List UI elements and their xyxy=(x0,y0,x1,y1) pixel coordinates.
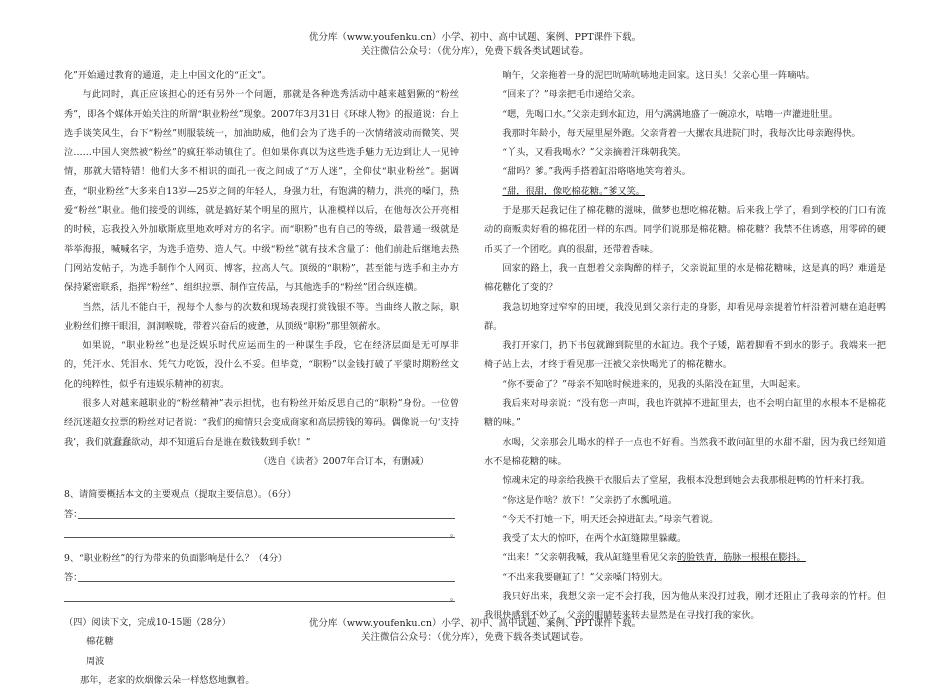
right-paragraph-6: “甜吗？爹。”我两手搭着缸沿咯咯地笑弯着头。 xyxy=(502,166,691,178)
left-paragraph-3: 当然，活儿不能白干，视每个人参与的次数和现场表现打赏钱银不等。当曲终人散之际，职业粉丝们擦干眼泪，洞洞喉咙，带着兴奋后的疲惫，从顶级“职粉”那里领薪水。 xyxy=(64,301,459,332)
question-8: 8、请简要概括本文的主要观点（提取主要信息）。（6分） xyxy=(64,489,297,501)
right-paragraph-12: “你不要命了？”母亲不知啥时候进来的，见我的头陷没在缸里，大叫起来。 xyxy=(502,378,806,390)
answer-line-q9-1[interactable] xyxy=(64,568,459,587)
left-column xyxy=(64,66,459,690)
left-paragraph-2: 与此同时，真正应该担心的还有另外一个问题，那就是各种选秀活动中越来越猖獗的“粉丝秀”，即各个媒体开始关注的所谓“职业粉丝”现象。2007年3月31日《环球人物》的报道说：台上选手谈笑风生，台下“粉丝”则服装统一，加油助威，他们会为了选手的一次情绪波动而微笑、哭泣……中国人突然被“粉丝”的疯狂举动镇住了。但如果你真以为这些选手魅力无边到让人一见钟情，那就大错特错！他们大多不相识的面孔一夜之间成了“万人迷”，全仰仗“职业粉丝”。据调查，“职业粉丝”大多来自13岁—25岁之间的年轻人，身强力壮，有饱满的精力，洪亮的嗓门，热爱“粉丝”职业。他们接受的训练，就是搞好某个明星的照片，认准模样以后，在他每次公开亮相的时候，忘我投入外加歇斯底里地欢呼对方的名字。而“职粉”也有自己的等级，最普通一级就是举举海报，喊喊名字，为选手造势、造人气。中级“粉丝”就有技术含量了：他们前赴后继地去热门网站发帖子，为选手制作个人网页、博客，拉高人气。顶级的“职粉”，甚至能与选手和主办方保持紧密联系，指挥“粉丝”、组织拉票、制作宣传品，与其他选手的“粉丝”团合纵连横。 xyxy=(64,89,459,294)
answer-line-q8-2[interactable] xyxy=(64,524,459,543)
right-paragraph-15: 惊魂未定的母亲给我换干衣服后去了堂屋，我根本没想到她会去我那根赶鸭的竹杆来打我。 xyxy=(502,475,870,487)
right-paragraph-19-underlined: 的脸铁青，筋脉一根根在膨抖。 xyxy=(677,552,806,564)
right-paragraph-19 xyxy=(484,548,886,567)
right-column xyxy=(484,66,886,626)
right-paragraph-18: 我受了太大的惊吓，在两个水缸缝隙里躲藏。 xyxy=(502,533,687,545)
story-title: 棉花糖 xyxy=(86,636,114,648)
question-9: 9、“职业粉丝”的行为带来的负面影响是什么？（4分） xyxy=(64,553,288,565)
header-line-2: 关注微信公众号：（优分库），免费下载各类试题试卷。 xyxy=(360,46,589,57)
answer-line-q9-2[interactable] xyxy=(64,588,459,607)
footer-line-1: 优分库（www.youfenku.cn）小学、初中、高中试题、案例、PPT课件下载。 xyxy=(308,618,642,629)
right-paragraph-19-text: “出来！”父亲朝我喊，我从缸缝里看见父亲 xyxy=(502,552,678,564)
right-paragraph-21: 我只好出来，我想父亲一定不会打我，因为他从来没打过我，刚才还阻止了我母亲的竹杆。但我很快感到不妙了，父亲的眼睛转来转去显然是在寻找打我的家伙。 xyxy=(484,591,886,622)
right-paragraph-5: “丫头，又看我喝水？”父亲摘着汗珠朝我笑。 xyxy=(502,147,687,159)
answer-end-mark: 。 xyxy=(449,591,459,603)
page-footer xyxy=(0,617,950,645)
right-paragraph-13: 我后来对母亲说：“没有您一声叫，我也许就掉不进缸里去，也不会明白缸里的水根本不是棉花糖的味。” xyxy=(484,398,886,429)
left-paragraph-4: 如果说，“职业粉丝”也是泛娱乐时代应运而生的一种谋生手段，它在经济层面是无可厚非的，凭汗水、凭泪水、凭气力吃饭，没什么不妥。但毕竟，“职粉”以金钱打破了平蒙时期粉丝文化的纯粹性，似乎有违娱乐精神的初衷。 xyxy=(64,340,459,390)
right-paragraph-7: “甜，很甜，像吃棉花糖。”爹又笑。 xyxy=(502,185,645,197)
answer-label: 答： xyxy=(64,508,83,520)
right-paragraph-10: 我急切地穿过窄窄的田埂，我没见到父亲行走的身影，却看见母亲提着竹杆沿着河塘在追赶鸭群。 xyxy=(484,301,886,332)
right-paragraph-1: 晌午，父亲拖着一身的泥巴吭哧吭哧地走回家。这日头！父亲心里一阵嘀咕。 xyxy=(502,70,815,81)
section-4-heading: （四）阅读下文，完成10-15题（28分） xyxy=(64,617,231,629)
right-paragraph-2: “回来了？”母亲把毛巾递给父亲。 xyxy=(502,89,641,101)
page-header xyxy=(0,31,950,59)
header-line-1: 优分库（www.youfenku.cn）小学、初中、高中试题、案例、PPT课件下载。 xyxy=(308,32,642,43)
answer-label: 答： xyxy=(64,572,83,584)
right-paragraph-3: “嗯，先喝口水。”父亲走到水缸边，用勺满满地盛了一碗凉水，咕噜一声灌进肚里。 xyxy=(502,108,838,120)
answer-end-mark: 。 xyxy=(449,527,459,539)
right-paragraph-9: 回家的路上，我一直想着父亲陶醉的样子，父亲说缸里的水是棉花糖味，这是真的吗？难道是棉花糖化了变的？ xyxy=(484,262,886,294)
right-paragraph-14: 水喝，父亲那会儿喝水的样子一点也不好看。当然我不敢问缸里的水甜不甜，因为我已经知道水不是棉花糖的味。 xyxy=(484,436,886,467)
right-paragraph-11: 我打开家门，扔下书包就蹿到院里的水缸边。我个子矮，踮着脚看不到水的影子。我端来一把椅子站上去，才终于看见那一汪被父亲快喝光了的棉花糖水。 xyxy=(484,340,886,371)
right-paragraph-4: 我那时年龄小，每天屋里屋外跑。父亲背着一大摞农具进院门时，我每次比母亲跑得快。 xyxy=(502,127,861,139)
story-author: 周波 xyxy=(86,655,105,667)
left-paragraph-5: 很多人对越来越职业的“粉丝精神”表示担忧，也有粉丝开始反思自己的“职粉”身份。一位曾经沉迷超女拉票的粉丝对记者说：“我们的痴情只会变成商家和高层捞钱的筹码。偶像说一句‘支持我’，我们就蠢蠢欲动，却不知道后台是谁在数钱数到手软！” xyxy=(64,398,459,448)
right-paragraph-17: “今天不打她一下，明天还会掉进缸去。”母亲气着说。 xyxy=(502,513,719,525)
story-paragraph-1: 那年，老家的炊烟像云朵一样悠悠地飘着。 xyxy=(80,674,255,686)
source-citation: （选自《读者》2007年合订本，有删减） xyxy=(258,455,429,467)
answer-line-q8-1[interactable] xyxy=(64,505,459,524)
footer-line-2: 关注微信公众号：（优分库），免费下载各类试题试卷。 xyxy=(360,632,589,643)
right-paragraph-8: 于是那天起我记住了棉花糖的滋味，做梦也想吃棉花糖。后来我上学了，看到学校的门口有流动的商贩卖好看的棉花团一样的东西。同学们说那是棉花糖。棉花糖？我禁不住诱惑，用零碎的硬币买了一个团吃。真的很甜，还带着香味。 xyxy=(484,205,886,255)
left-paragraph-1: 化”开始通过教育的通道，走上中国文化的“正文”。 xyxy=(64,70,272,81)
right-paragraph-20: “不出来我要砸缸了！”父亲嗓门特别大。 xyxy=(502,571,668,583)
right-paragraph-16: “你这是作啥？放下！”父亲扔了水瓢吼道。 xyxy=(502,494,678,506)
